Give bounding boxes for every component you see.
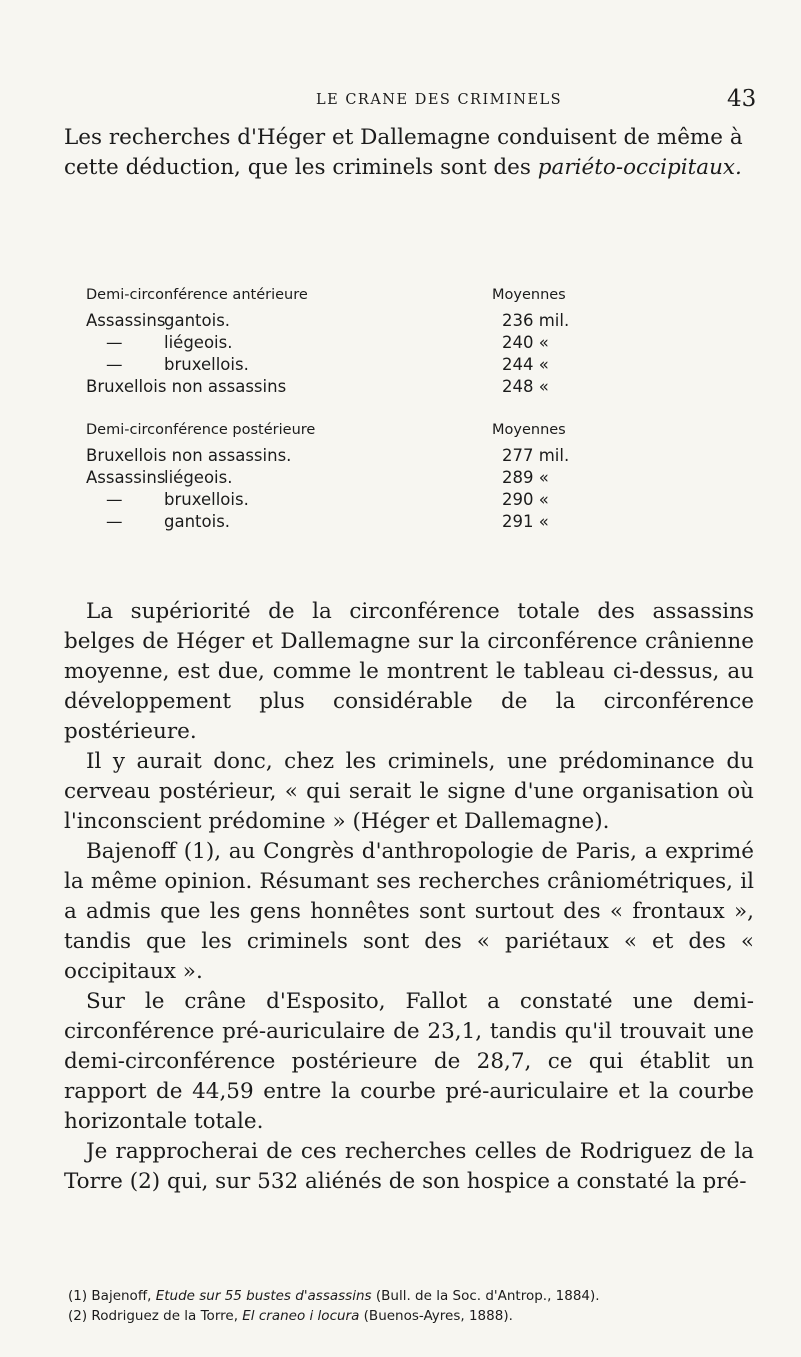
table-row: [86, 355, 646, 377]
row-prefix: Assassins: [86, 468, 166, 487]
footnote-text: (1) Bajenoff,: [68, 1288, 156, 1304]
row-value: 240 «: [502, 333, 549, 352]
row-label: Bruxellois non assassins.: [86, 446, 292, 465]
footnote-text: (2) Rodriguez de la Torre,: [68, 1308, 243, 1324]
footnote: [68, 1306, 758, 1326]
page-header: [0, 86, 801, 114]
table-posterior: [86, 422, 646, 534]
row-value: 244 «: [502, 355, 549, 374]
table-header: [86, 422, 646, 446]
row-prefix: —: [106, 512, 123, 531]
page-number: 43: [727, 86, 757, 112]
table-row: [86, 468, 646, 490]
row-value: 289 «: [502, 468, 549, 487]
column-heading: Moyennes: [492, 422, 566, 438]
row-label: liégeois.: [164, 333, 233, 352]
row-prefix: —: [106, 355, 123, 374]
intro-line-2: cette déduction, que les criminels sont des: [64, 155, 538, 180]
paragraph: Sur le crâne d'Esposito, Fallot a constaté une demi-circonférence pré-auriculaire de 23,1, tandis qu'il trouvait une demi-circonférence postérieure de 28,7, ce qui établit un rapport de 44,59 entre la courbe pré-auriculaire et la courbe horizontale totale.: [64, 989, 754, 1134]
table-row: [86, 311, 646, 333]
footnote-text: (Bull. de la Soc. d'Antrop., 1884).: [371, 1288, 600, 1304]
table-anterior: [86, 287, 646, 399]
intro-line-1: Les recherches d'Héger et Dallemagne conduisent de même à: [64, 125, 743, 150]
running-title: LE CRANE DES CRIMINELS: [316, 92, 563, 108]
footnotes: [68, 1286, 758, 1326]
paragraph: Il y aurait donc, chez les criminels, une prédominance du cerveau postérieur, « qui serait le signe d'une organisation où l'inconscient prédomine » (Héger et Dallemagne).: [64, 749, 754, 834]
table-header: [86, 287, 646, 311]
row-prefix: —: [106, 490, 123, 509]
row-label: bruxellois.: [164, 355, 249, 374]
paragraph: Je rapprocherai de ces recherches celles de Rodriguez de la Torre (2) qui, sur 532 aliénés de son hospice a constaté la pré-: [64, 1139, 754, 1194]
body-text: [64, 597, 754, 1197]
footnote: [68, 1286, 758, 1306]
row-value: 291 «: [502, 512, 549, 531]
row-label: bruxellois.: [164, 490, 249, 509]
footnote-title: Etude sur 55 bustes d'assassins: [155, 1288, 372, 1304]
table-heading: Demi-circonférence antérieure: [86, 287, 308, 303]
intro-paragraph: [64, 123, 754, 183]
paragraph: Bajenoff (1), au Congrès d'anthropologie de Paris, a exprimé la même opinion. Résumant ses recherches crâniométriques, il a admis que les gens honnêtes sont surtout des « frontaux », tandis que les criminels sont des « pariétaux « et des « occipitaux ».: [64, 839, 754, 984]
table-row: [86, 377, 646, 399]
column-heading: Moyennes: [492, 287, 566, 303]
row-label: liégeois.: [164, 468, 233, 487]
table-heading: Demi-circonférence postérieure: [86, 422, 316, 438]
table-row: [86, 446, 646, 468]
row-label: gantois.: [164, 311, 231, 330]
footnote-title: El craneo i locura: [242, 1308, 360, 1324]
table-row: [86, 333, 646, 355]
row-label: gantois.: [164, 512, 231, 531]
row-prefix: Assassins: [86, 311, 166, 330]
row-value: 277 mil.: [502, 446, 570, 465]
intro-emphasis: pariéto-occipitaux.: [537, 155, 742, 180]
paragraph: La supériorité de la circonférence totale des assassins belges de Héger et Dallemagne sur la circonférence crânienne moyenne, est due, comme le montrent le tableau ci-dessus, au développement plus considérable de la circonférence postérieure.: [64, 599, 754, 744]
table-row: [86, 512, 646, 534]
row-prefix: —: [106, 333, 123, 352]
row-value: 248 «: [502, 377, 549, 396]
row-value: 290 «: [502, 490, 549, 509]
table-row: [86, 490, 646, 512]
row-value: 236 mil.: [502, 311, 570, 330]
row-label: Bruxellois non assassins: [86, 377, 287, 396]
footnote-text: (Buenos-Ayres, 1888).: [359, 1308, 513, 1324]
